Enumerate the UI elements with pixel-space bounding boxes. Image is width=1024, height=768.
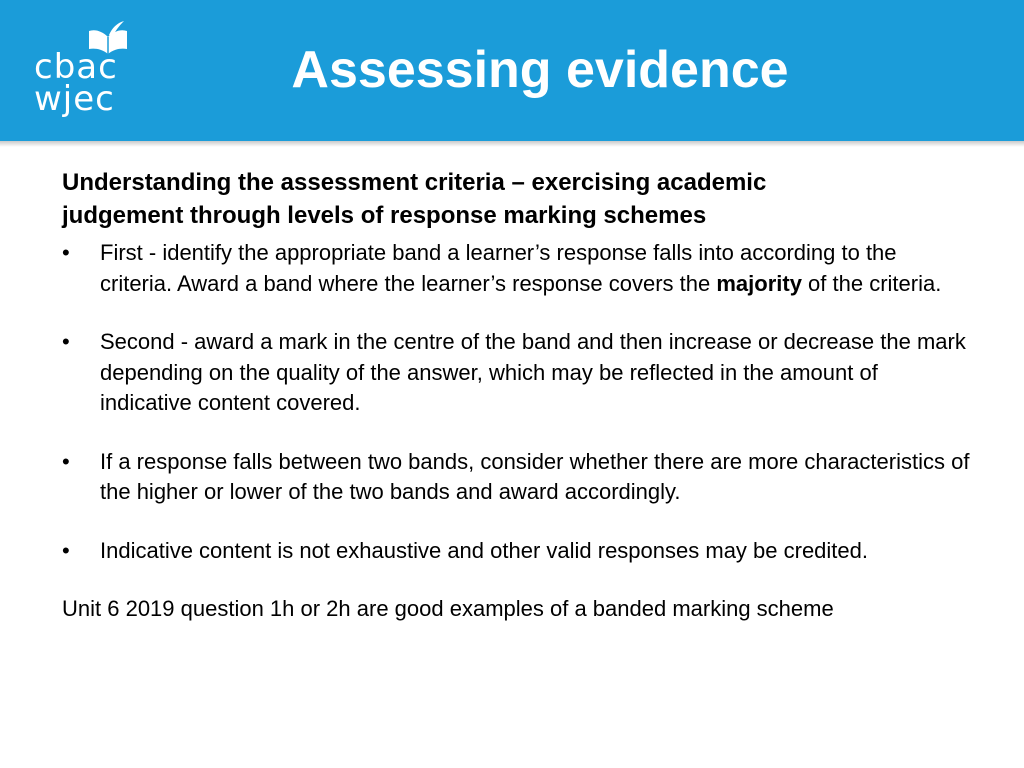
bullet-marker: • <box>62 448 70 474</box>
bullet-item-between-bands <box>62 447 972 508</box>
logo-text-wjec: wjec <box>34 79 115 119</box>
header-bar <box>0 0 1024 141</box>
subheading-line-1: Understanding the assessment criteria – exercising academic <box>62 169 767 196</box>
bullet-text: Second - award a mark in the centre of the band and then increase or decrease the mark depending on the quality of the answer, which may be reflected in the amount of indicative content covered. <box>100 329 966 415</box>
slide-content <box>62 166 972 624</box>
bullet-text: If a response falls between two bands, consider whether there are more characteristics of the higher or lower of the two bands and award accordingly. <box>100 448 970 504</box>
bullet-item-indicative-content <box>62 536 972 567</box>
bullet-item-second <box>62 327 972 419</box>
bullet-marker: • <box>62 240 70 265</box>
bullet-item-first <box>62 238 972 299</box>
bullet-emphasis: majority <box>716 270 802 296</box>
bullet-text-end: of the criteria. <box>801 270 942 296</box>
logo-text-cbac: cbac <box>34 47 118 87</box>
cbac-wjec-logo <box>30 20 130 120</box>
bullet-text: First - identify the appropriate band a learner’s response falls into according to the criteria. Award a band where the learner’s response covers the <box>100 240 897 296</box>
subheading-line-2: judgement through levels of response marking schemes <box>62 202 707 229</box>
subheading <box>62 166 972 232</box>
header-shadow <box>0 141 1024 147</box>
bullet-list <box>62 238 972 566</box>
bullet-text: Indicative content is not exhaustive and other valid responses may be credited. <box>100 537 869 563</box>
bullet-marker: • <box>62 329 70 354</box>
bullet-marker: • <box>62 537 70 563</box>
footer-note: Unit 6 2019 question 1h or 2h are good examples of a banded marking scheme <box>62 596 834 621</box>
slide-title: Assessing evidence <box>291 41 789 99</box>
